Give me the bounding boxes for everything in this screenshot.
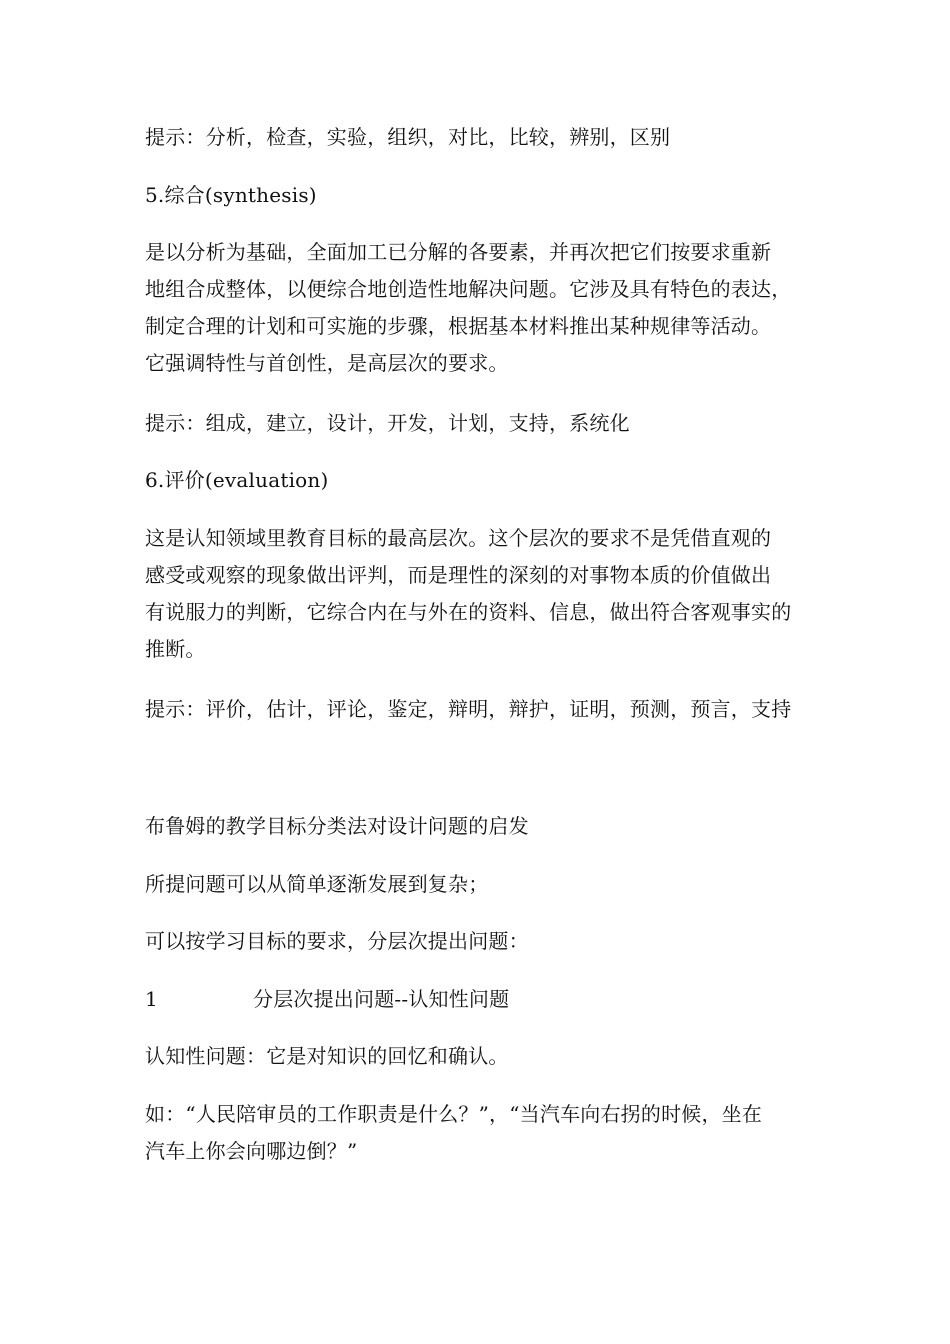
section5-line-1: 是以分析为基础，全面加工已分解的各要素，并再次把它们按要求重新 [145,240,772,264]
list-item-1 [145,981,810,1017]
point-simple-to-complex: 所提问题可以从简单逐渐发展到复杂； [145,872,489,896]
section5-line-4: 它强调特性与首创性，是高层次的要求。 [145,351,509,375]
hint-evaluation: 提示：评价，估计，评论，鉴定，辩明，辩护，证明，预测，预言，支持 [145,697,792,721]
section6-line-2: 感受或观察的现象做出评判，而是理性的深刻的对事物本质的价值做出 [145,563,772,587]
section6-line-1: 这是认知领域里教育目标的最高层次。这个层次的要求不是凭借直观的 [145,526,772,550]
example-paragraph [145,1096,810,1170]
point-by-level: 可以按学习目标的要求，分层次提出问题： [145,929,529,953]
hint-synthesis: 提示：组成，建立，设计，开发，计划，支持，系统化 [145,411,630,435]
section5-line-2: 地组合成整体，以便综合地创造性地解决问题。它涉及具有特色的表达， [145,277,792,301]
section6-line-3: 有说服力的判断，它综合内在与外在的资料、信息，做出符合客观事实的 [145,600,792,624]
hint-analysis: 提示：分析，检查，实验，组织，对比，比较，辨别，区别 [145,125,671,149]
section6-heading: 6.评价(evaluation) [145,468,329,492]
list-item-number: 1 [145,987,158,1011]
section5-line-3: 制定合理的计划和可实施的步骤，根据基本材料推出某种规律等活动。 [145,314,772,338]
inspiration-title: 布鲁姆的教学目标分类法对设计问题的启发 [145,814,529,838]
section6-line-4: 推断。 [145,637,206,661]
section5-body [145,234,810,382]
section5-heading: 5.综合(synthesis) [145,183,317,207]
list-item-title: 分层次提出问题--认知性问题 [253,987,510,1011]
section6-body [145,520,810,668]
example-line-1: 如：“人民陪审员的工作职责是什么？”，“当汽车向右拐的时候，坐在 [145,1102,763,1126]
example-line-2: 汽车上你会向哪边倒？” [145,1139,358,1163]
cognitive-definition: 认知性问题：它是对知识的回忆和确认。 [145,1044,509,1068]
